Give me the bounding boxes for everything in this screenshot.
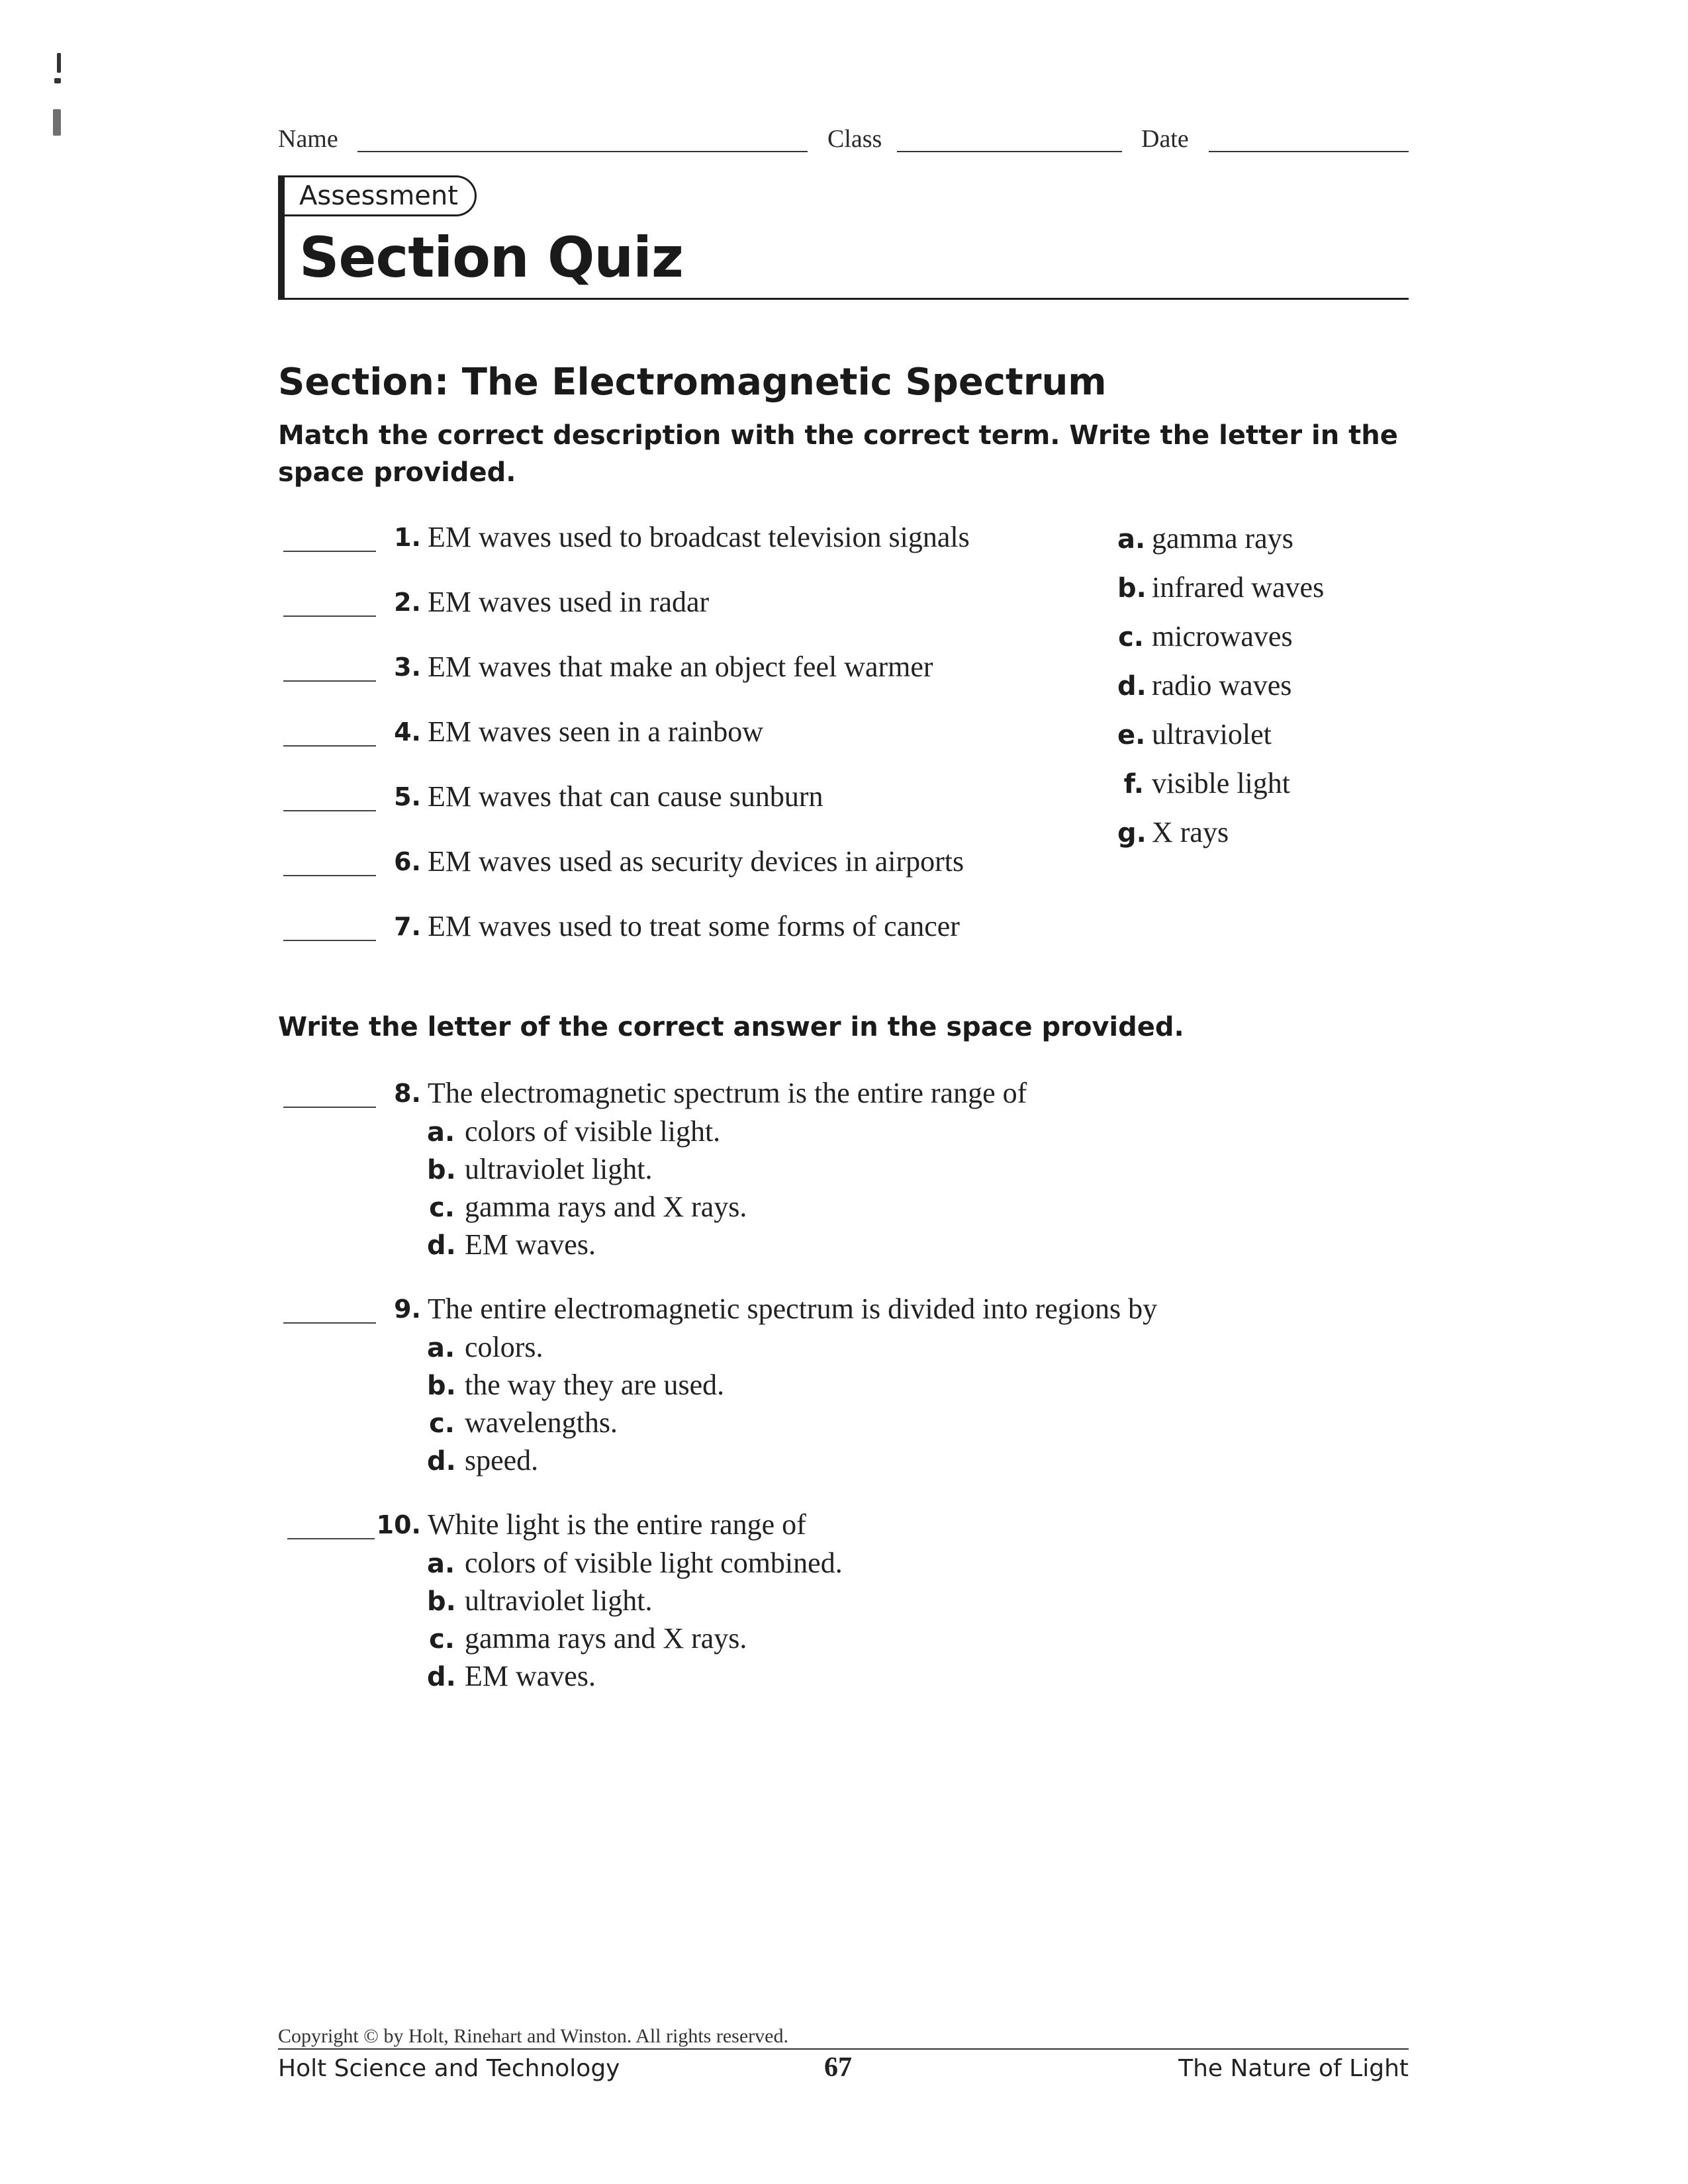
name-label: Name: [278, 125, 338, 153]
option-letter: b.: [427, 1155, 456, 1185]
chapter-title: The Nature of Light: [1178, 2055, 1409, 2082]
term-text: infrared waves: [1152, 571, 1325, 604]
question-number: 10.: [376, 1510, 421, 1539]
mc-instructions: Write the letter of the correct answer in the space provided.: [278, 1012, 1184, 1042]
question-text: White light is the entire range of: [428, 1508, 806, 1541]
option-text: ultraviolet light.: [465, 1153, 653, 1185]
option-letter: b.: [427, 1586, 456, 1617]
option-text: wavelengths.: [465, 1406, 618, 1439]
term-letter: a.: [1117, 524, 1146, 555]
publisher-name: Holt Science and Technology: [278, 2055, 620, 2082]
term-text: gamma rays: [1152, 522, 1293, 555]
term-letter: f.: [1123, 769, 1144, 799]
class-field[interactable]: [897, 151, 1122, 152]
question-text: EM waves used as security devices in airports: [428, 845, 964, 878]
matching-instructions: Match the correct description with the correct term. Write the letter in the space provided.: [278, 420, 1398, 488]
term-text: X rays: [1152, 816, 1229, 848]
option-letter: d.: [427, 1230, 456, 1261]
question-text: EM waves that make an object feel warmer: [428, 651, 933, 683]
option-text: colors.: [465, 1331, 543, 1363]
copyright-notice: Copyright © by Holt, Rinehart and Winston. All rights reserved.: [278, 2025, 788, 2047]
question-number: 2.: [394, 588, 421, 617]
question-number: 5.: [394, 782, 421, 811]
option-letter: d.: [427, 1446, 456, 1477]
assessment-tab: Assessment: [285, 175, 477, 216]
question-text: The electromagnetic spectrum is the entire range of: [428, 1077, 1027, 1109]
option-letter: a.: [427, 1549, 455, 1579]
question-number: 9.: [394, 1295, 421, 1324]
option-text: colors of visible light.: [465, 1115, 721, 1148]
question-text: EM waves that can cause sunburn: [428, 780, 823, 813]
banner-bar: [278, 175, 285, 300]
class-label: Class: [827, 125, 882, 153]
option-letter: a.: [427, 1333, 455, 1363]
title-divider: [278, 298, 1409, 300]
term-letter: e.: [1117, 720, 1146, 751]
term-text: microwaves: [1152, 620, 1293, 653]
option-text: gamma rays and X rays.: [465, 1191, 747, 1223]
option-text: EM waves.: [465, 1228, 596, 1261]
term-letter: g.: [1117, 818, 1147, 848]
term-text: visible light: [1152, 767, 1290, 799]
question-number: 4.: [394, 717, 421, 747]
question-number: 3.: [394, 653, 421, 682]
option-letter: c.: [429, 1193, 455, 1223]
option-letter: c.: [429, 1408, 455, 1439]
scan-mark: [57, 53, 61, 73]
term-text: ultraviolet: [1152, 718, 1272, 751]
option-text: the way they are used.: [465, 1369, 725, 1401]
footer-divider: [278, 2048, 1409, 2050]
option-text: ultraviolet light.: [465, 1584, 653, 1617]
date-field[interactable]: [1209, 151, 1409, 152]
term-text: radio waves: [1152, 669, 1292, 702]
option-letter: b.: [427, 1371, 456, 1401]
term-letter: b.: [1117, 573, 1147, 604]
option-text: speed.: [465, 1444, 539, 1477]
question-text: The entire electromagnetic spectrum is divided into regions by: [428, 1293, 1158, 1325]
page-title: Section Quiz: [299, 225, 683, 290]
section-heading: Section: The Electromagnetic Spectrum: [278, 361, 1107, 404]
question-number: 1.: [394, 523, 421, 552]
scan-mark: [54, 78, 61, 83]
scan-mark: [53, 109, 61, 136]
question-text: EM waves seen in a rainbow: [428, 715, 764, 748]
option-text: colors of visible light combined.: [465, 1547, 843, 1579]
question-text: EM waves used to treat some forms of cancer: [428, 910, 960, 942]
page-number: 67: [824, 2052, 852, 2083]
option-text: EM waves.: [465, 1660, 596, 1692]
name-field[interactable]: [357, 151, 808, 152]
date-label: Date: [1141, 125, 1189, 153]
question-text: EM waves used to broadcast television signals: [428, 521, 970, 553]
option-letter: c.: [429, 1624, 455, 1655]
question-text: EM waves used in radar: [428, 586, 710, 618]
term-letter: c.: [1118, 622, 1144, 653]
question-number: 7.: [394, 912, 421, 941]
option-letter: d.: [427, 1662, 456, 1692]
option-text: gamma rays and X rays.: [465, 1622, 747, 1655]
term-letter: d.: [1117, 671, 1147, 702]
option-letter: a.: [427, 1117, 455, 1148]
question-number: 6.: [394, 847, 421, 876]
question-number: 8.: [394, 1079, 421, 1108]
